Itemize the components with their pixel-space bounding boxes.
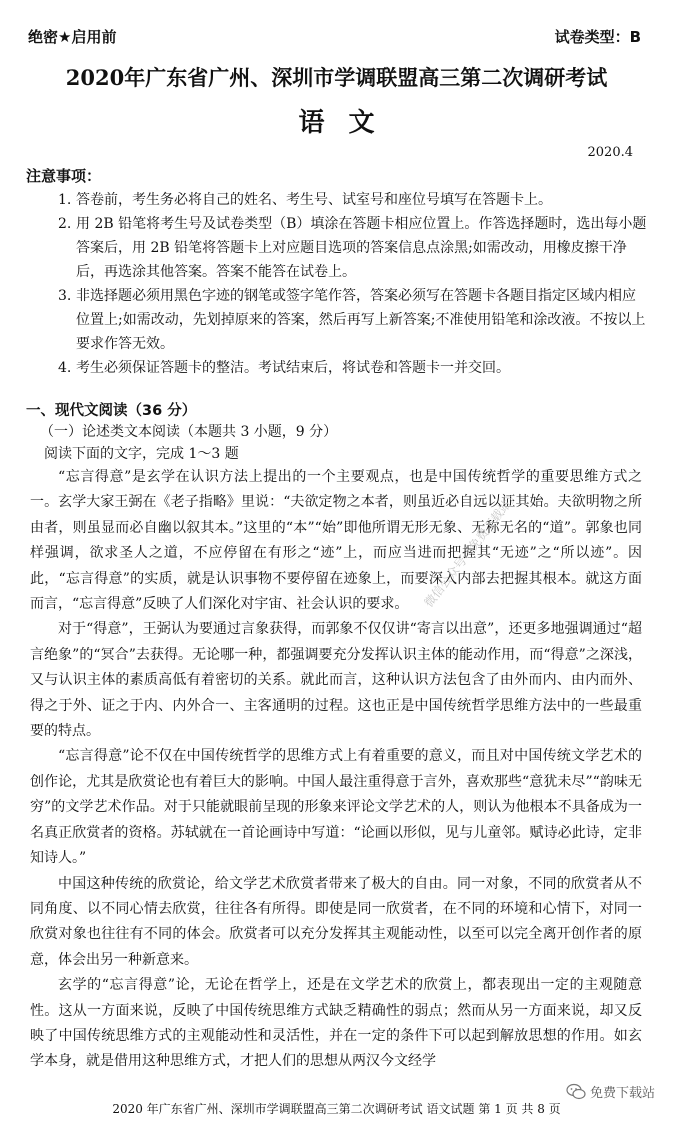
exam-date: 2020.4 bbox=[587, 145, 633, 160]
notice-list bbox=[28, 188, 648, 380]
reading-instruction: 阅读下面的文字，完成 1～3 题 bbox=[44, 446, 239, 462]
wechat-badge bbox=[566, 1082, 655, 1101]
watermark-text: 微信公众号《免费下载站》 bbox=[421, 487, 522, 610]
subsection-heading: （一）论述类文本阅读（本题共 3 小题，9 分） bbox=[40, 424, 338, 440]
notice-item-number: 4. bbox=[58, 360, 72, 376]
passage-paragraph: “忘言得意”是玄学在认识方法上提出的一个主要观点，也是中国传统哲学的重要思维方式之一。玄学大家王弼在《老子指略》里说：“夫欲定物之本者，则虽近必自远以证其始。夫欲明物之所由者，则虽显而必自幽以叙其本。”这里的“本”“始”即他所谓无形无象、无称无名的“道”。郭象也同样强调，欲求圣人之道，不应停留在有形之“迹”上，而应当进而把握其“无迹”之“所以迹”。因此，“忘言得意”的实质，就是认识事物不要停留在迹象上，而要深入内部去把握其根本。就这方面而言，“忘言得意”反映了人们深化对宇宙、社会认识的要求。 bbox=[30, 469, 642, 613]
page-footer: 2020 年广东省广州、深圳市学调联盟高三第二次调研考试 语文试题 第 1 页 共 8 页 bbox=[112, 1102, 561, 1116]
confidential-label: 绝密★启用前 bbox=[28, 28, 117, 46]
passage-paragraph: 中国这种传统的欣赏论，给文学艺术欣赏者带来了极大的自由。同一对象，不同的欣赏者从不同角度、以不同心情去欣赏，往往各有所得。即使是同一欣赏者，在不同的环境和心情下，对同一欣赏对象也往往有不同的体会。欣赏者可以充分发挥其主观能动性，以至可以完全离开创作者的原意，体会出另一种新意来。 bbox=[30, 875, 642, 968]
wechat-badge-label: 免费下载站 bbox=[589, 1086, 655, 1101]
passage-paragraph: 对于“得意”，王弼认为要通过言象获得，而郭象不仅仅讲“寄言以出意”，还更多地强调通过“超言绝象”的“冥合”去获得。无论哪一种，都强调要充分发挥认识主体的能动作用，而“得意”之深浅，又与认识主体的素质高低有着密切的关系。就此而言，这种认识方法包含了由外而内、由内而外、得之于外、证之于内、内外合一、主客通明的过程。这也正是中国传统哲学思维方法中的一些最重要的特点。 bbox=[30, 621, 642, 740]
notice-item-text: 非选择题必须用黑色字迹的钢笔或签字笔作答，答案必须写在答题卡各题目指定区域内相应位置上;如需改动，先划掉原来的答案，然后再写上新答案;不准使用铅笔和涂改液。不按以上要求作答无效。 bbox=[76, 288, 646, 352]
notice-item-text: 答卷前，考生务必将自己的姓名、考生号、试室号和座位号填写在答题卡上。 bbox=[76, 192, 552, 208]
notice-item-number: 1. bbox=[58, 192, 72, 208]
notice-item-number: 2. bbox=[58, 216, 72, 232]
passage-paragraph: “忘言得意”论不仅在中国传统哲学的思维方式上有着重要的意义，而且对中国传统文学艺术的创作论，尤其是欣赏论也有着巨大的影响。中国人最注重得意于言外，喜欢那些“意犹未尽”“韵味无穷”的文学艺术作品。对于只能就眼前呈现的形象来评论文学艺术的人，则认为他根本不具备成为一名真正欣赏者的资格。苏轼就在一首论画诗中写道：“论画以形似，见与儿童邻。赋诗必此诗，定非知诗人。” bbox=[30, 748, 642, 867]
notice-item-number: 3. bbox=[58, 288, 72, 304]
wechat-icon bbox=[566, 1083, 586, 1101]
notice-item bbox=[28, 212, 648, 284]
notice-item bbox=[28, 188, 648, 212]
exam-title: 2020年广东省广州、深圳市学调联盟高三第二次调研考试 bbox=[65, 65, 608, 90]
notice-item-text: 用 2B 铅笔将考生号及试卷类型（B）填涂在答题卡相应位置上。作答选择题时，选出每小题答案后，用 2B 铅笔将答题卡上对应题目选项的答案信息点涂黑;如需改动，用橡皮擦干净后，再选涂其他答案。答案不能答在试卷上。 bbox=[76, 216, 647, 280]
passage-paragraph: 玄学的“忘言得意”论，无论在哲学上，还是在文学艺术的欣赏上，都表现出一定的主观随意性。这从一方面来说，反映了中国传统思维方式缺乏精确性的弱点；然而从另一方面来说，却又反映了中国传统思维方式的主观能动性和灵活性，并在一定的条件下可以起到解放思想的作用。如玄学本身，就是借用这种思维方式，才把人们的思想从两汉今文经学 bbox=[30, 977, 642, 1070]
section-heading: 一、现代文阅读（36 分） bbox=[26, 403, 197, 419]
notice-item-text: 考生必须保证答题卡的整洁。考试结束后，将试卷和答题卡一并交回。 bbox=[76, 360, 510, 376]
notice-heading: 注意事项： bbox=[26, 167, 102, 185]
reading-passage bbox=[30, 465, 642, 1075]
notice-item bbox=[28, 356, 648, 380]
paper-type-label: 试卷类型：B bbox=[554, 28, 641, 46]
subject-title: 语文 bbox=[298, 108, 399, 138]
notice-item bbox=[28, 284, 648, 356]
